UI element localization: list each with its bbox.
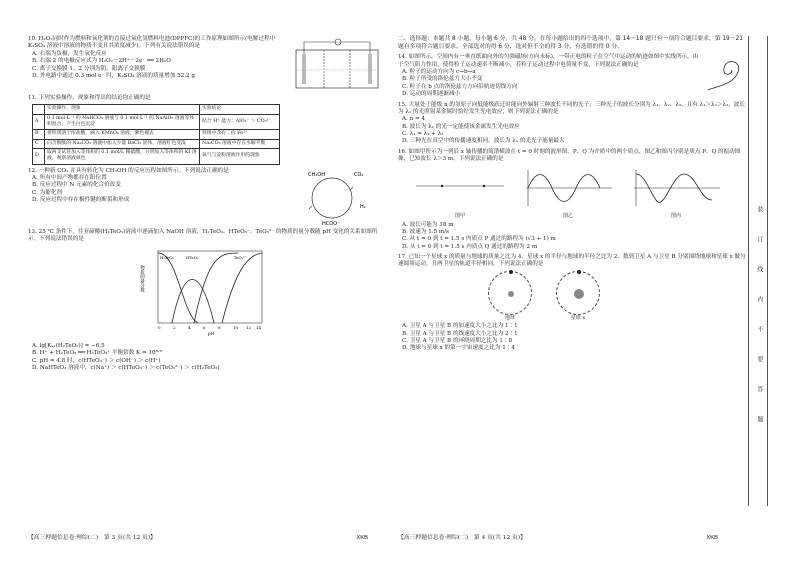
- margin-char: 答: [755, 386, 763, 392]
- table-cell: B: [33, 130, 45, 139]
- q13-stem: 13. 25 ℃ 条件下，往亚碲酸(H₂TeO₃)溶液中逐滴加入 NaOH 溶液，H₂TeO₃、HTeO₃⁻、TeO₃²⁻ 的物质的量分数随 pH 变化的关系如图所示。下列说法错误的是: [28, 228, 378, 243]
- table-cell: 0.1 mol·L⁻¹ 的 NaHCO₃ 溶液与 0.1 mol·L⁻¹ 的 NaAlO₂ 溶液等体积混合，产生白色沉淀: [45, 114, 200, 130]
- table-cell: Na₂CO₃ 溶液中存在水解平衡: [200, 139, 280, 148]
- q15-option-b: B. 波长为 λ₁ 的光一定能使该金属发生光电效应: [402, 123, 520, 130]
- q12-stem: 12. 一种新 CO₂ 并具有转化为 CH₃OH 的反应历程如图所示。下列说法正确的是: [28, 167, 229, 174]
- q15-option-a: A. n = 4: [402, 116, 426, 123]
- q13-option-c: C. pH = 4.8 时，c(HTeO₃⁻) ＞ c(OH⁻) ＞ c(H⁺): [32, 357, 161, 364]
- q14-stem: 14. 如图所示，空间内有一垂直纸面向外的匀强磁场(方向未标)，一带正电的粒子在空气中运动的轨迹如图中实线所示，由于空气阻力作用，使得粒子运动速率不断减小，若粒子运动过程中电荷量不变，下列说法正确的是: [398, 54, 699, 68]
- q17-option-a: A. 卫星 A 与卫星 B 的加速度大小之比为 1∶1: [402, 323, 518, 330]
- tick-label: 14: [256, 325, 262, 331]
- binding-margin: [748, 36, 768, 506]
- question-11: [28, 95, 380, 165]
- table-cell: C: [33, 139, 45, 148]
- header-cell: [33, 105, 45, 114]
- margin-char: 题: [755, 416, 763, 422]
- chart-xlabel: pH: [208, 332, 215, 338]
- q10-stem: 10. H₂O₂同时作为燃料和氧化剂的直接过氧化氢燃料电池(DPPFC)的工作原理如图所示(电解过程中 K₂SO₄ 溶液中溶液的物质不变且其浓度减少)。下列有关说法错误的是: [28, 36, 276, 50]
- table-cell: 向含酚酞的 Na₂CO₃ 溶液中加入少量 BaCl₂ 固体，溶液红色变浅: [45, 139, 200, 148]
- margin-char: 不: [755, 326, 763, 332]
- figure-a: [412, 166, 508, 220]
- q17-option-d: D. 地球与星球 x 的第一宇宙速度之比为 1∶4: [402, 345, 515, 352]
- series-label: H₂TeO₃: [160, 255, 174, 261]
- label-co2: CO₂: [354, 171, 364, 178]
- q12-option-c: C. 为催化剂: [32, 189, 63, 196]
- q11-table: [32, 104, 280, 164]
- figure-c-caption: 图丙: [670, 212, 681, 219]
- right-footer-text: 【高三押题信息卷·理综(二) 第 4 页(共 12 页)】: [398, 535, 526, 542]
- q13-option-b: B. H⁺ + H₂TeO₃ ══ H₃TeO₃⁺ 平衡常数 K = 10⁸·⁸: [32, 350, 162, 357]
- margin-char: 内: [755, 296, 763, 302]
- q11-stem: 11. 下列实验操作、现象和得出的结论均正确的是: [28, 95, 151, 101]
- label-ch3oh: CH₃OH: [308, 171, 325, 178]
- tick-label: 0: [158, 325, 161, 331]
- q13-option-a: A. lg[Kₐ₁(H₂TeO₃)] = −6.5: [32, 342, 105, 349]
- q16-stem: 16. 如图甲所示为一列沿 x 轴传播的简谐横波在 t = 0 时刻的波形图，P、Q 为介质中的两个质点，图乙和图丙分别是质点 P、Q 的振动图像，已知波长 λ＞3 m，下列说法正确的是: [398, 148, 741, 163]
- orbit-planet-x: [556, 271, 600, 322]
- tick-label: 4: [188, 325, 191, 331]
- wave-figures: [412, 166, 750, 220]
- question-16: [398, 149, 750, 251]
- q10-option-b: B. 右端 2 的电极反应式为 H₂O₂－2H⁺－2e⁻ ══ 2H₂O: [32, 58, 171, 65]
- q16-option-b: B. 波速为 1.5 m/s: [402, 228, 449, 235]
- question-12: [28, 168, 380, 226]
- orbit-planet-x-caption: 星球 x: [570, 314, 586, 321]
- margin-char: 装: [755, 206, 763, 212]
- header-cell: 实验操作、现象: [45, 105, 200, 114]
- q15-option-c: C. λ₁ = λ₂ + λ₃: [402, 131, 444, 138]
- figure-a-caption: 图甲: [454, 212, 465, 219]
- q17-stem: 17. 已知一个星球 x 的质量与地球的质量之比为 4，星球 x 的半径与地球的半径之比为 2，数到卫星 A 与卫星 B 分别围绕地球和星球 x 做匀速圆周运动，且两卫星的轨道半径相同，下列说法正确的是: [398, 254, 746, 268]
- left-page: [28, 36, 380, 526]
- figure-c: [628, 166, 724, 220]
- q17-option-b: B. 卫星 A 与卫星 B 的线速度大小之比为 2∶1: [402, 330, 518, 337]
- q14-option-b: B. 粒子所受的洛伦兹力大小不变: [402, 76, 483, 83]
- right-footer-code: XKB: [706, 535, 718, 542]
- q16-option-a: A. 波长可能为 18 m: [402, 221, 454, 228]
- q10-option-c: C. 离子交换膜 1、2 分别为阴、阳离子交换膜: [32, 65, 146, 72]
- fuel-cell-diagram: [294, 36, 380, 92]
- tick-label: 12: [246, 325, 252, 331]
- series-label: TeO₃²⁻: [234, 255, 247, 261]
- section-header: 二、选择题：本题共 8 小题，每小题 6 分，共 48 分。在每小题给出的四个选项中，第 14～18 题只有一项符合题目要求，第 19～21 题有多项符合题目要求。全部选对的得 6 分，选对但不全的得 3 分，有选错的得 0 分。: [398, 36, 743, 50]
- q10-option-d: D. 外电路中通过 0.3 mol e⁻ 时，K₂SO₄ 溶液的质量增加 52.2 g: [32, 72, 195, 79]
- left-footer-code: XKB: [356, 535, 368, 542]
- q12-option-d: D. 反应过程中存在极性键的断裂和形成: [32, 197, 130, 204]
- q14-option-a: A. 粒子的运动方向为 c→b→a: [402, 69, 476, 76]
- q15-stem: 15. 大量处于能级 n 的氢原子向低能级跃迁时能向外辐射三种波长不同的光子，三种光子的波长分别为 λ₁、λ₂、λ₃，且有 λ₁＞λ₂＞λ₃，波长为 λ₁ 的光照射某金属时恰好发生光电效应，则下列说法正确的是: [398, 101, 745, 115]
- q16-option-d: D. 从 t = 0 到 t = 1.5 s 内质点 Q 通过的路程为 2 m: [402, 243, 538, 250]
- orbit-earth: [488, 271, 532, 322]
- margin-char: 线: [755, 266, 763, 272]
- table-header-row: [33, 105, 280, 114]
- tick-label: 10: [233, 325, 239, 331]
- reaction-cycle-diagram: [280, 168, 380, 226]
- tick-label: 2: [173, 325, 176, 331]
- q14-option-d: D. 运动的周期逐渐减小: [402, 91, 461, 98]
- orbit-figures: [488, 271, 750, 322]
- table-cell: D: [33, 149, 45, 165]
- spiral-trajectory: [704, 54, 750, 94]
- q12-option-a: A. 所有中间产物都存在阳位置: [32, 175, 107, 182]
- tick-label: 6: [203, 325, 206, 331]
- q15-option-d: D. 三种光在真空中的传播速度相同，波长为 λ₁ 的光光子能量最大: [402, 138, 565, 145]
- q13-option-d: D. NaHTeO₃ 溶液中，c(Na⁺) ＞ c(HTeO₃⁻) ＞ c(TeO₃²⁻) ＞ c(H₂TeO₃): [32, 364, 220, 371]
- table-cell: 结合 H⁺ 能力：AlO₂⁻ ＞ CO₃²⁻: [200, 114, 280, 130]
- tick-label: 8: [218, 325, 221, 331]
- table-cell: 取两支试管加入等体积的 0.1 mol/L 稀硫酸，分别加入等体积的 KI 溶液，观察溶液颜色: [45, 149, 200, 165]
- q17-option-c: C. 卫星 A 与卫星 B 的环绕周期之比为 1∶8: [402, 338, 513, 345]
- question-13: [28, 229, 380, 373]
- table-row: [33, 139, 280, 148]
- question-14: [398, 54, 750, 98]
- series-label: HTeO₃⁻: [186, 255, 201, 261]
- figure-b: [520, 166, 616, 220]
- header-cell: 实验结论: [200, 105, 280, 114]
- right-page: [398, 36, 750, 526]
- table-cell: A: [33, 114, 45, 130]
- table-row: [33, 149, 280, 165]
- question-17: [398, 254, 750, 353]
- q10-option-a: A. 右端为负极，发生氧化反应: [32, 50, 107, 57]
- q14-option-c: C. 粒子在 b 点的洛伦兹力方向沿轨迹切线方向: [402, 83, 518, 90]
- question-15: [398, 102, 750, 146]
- orbit-earth-caption: 地球: [504, 314, 515, 321]
- q12-option-b: B. 反应过程中 N 元素的化合价改变: [32, 182, 121, 189]
- chart-ylabel: 物质的量分数: [139, 265, 145, 293]
- q16-option-c: C. 从 t = 0 到 t = 1.5 s 内质点 P 通过的路程为 (√3 + 1) m: [402, 236, 556, 243]
- margin-char: 订: [755, 236, 763, 242]
- left-footer-text: 【高三押题信息卷·理综(二) 第 3 页(共 12 页)】: [28, 535, 156, 542]
- table-cell: 铁锈中含有二价 Fe²⁺: [200, 130, 280, 139]
- margin-char: 要: [755, 356, 763, 362]
- table-cell: 将铁锈溶于浓盐酸，滴入 KMnO₄ 溶液，紫色褪去: [45, 130, 200, 139]
- label-hcoo: HCOO⁻: [322, 220, 340, 226]
- question-10: [28, 36, 380, 92]
- left-footer: [28, 535, 368, 543]
- distribution-chart: [138, 245, 268, 337]
- table-row: [33, 130, 280, 139]
- table-cell: 氧气与淀粉溶液作用的现象: [200, 149, 280, 165]
- right-footer: [398, 535, 718, 543]
- table-row: [33, 114, 280, 130]
- label-h2: H₂: [360, 203, 366, 210]
- figure-b-caption: 图乙: [562, 212, 573, 219]
